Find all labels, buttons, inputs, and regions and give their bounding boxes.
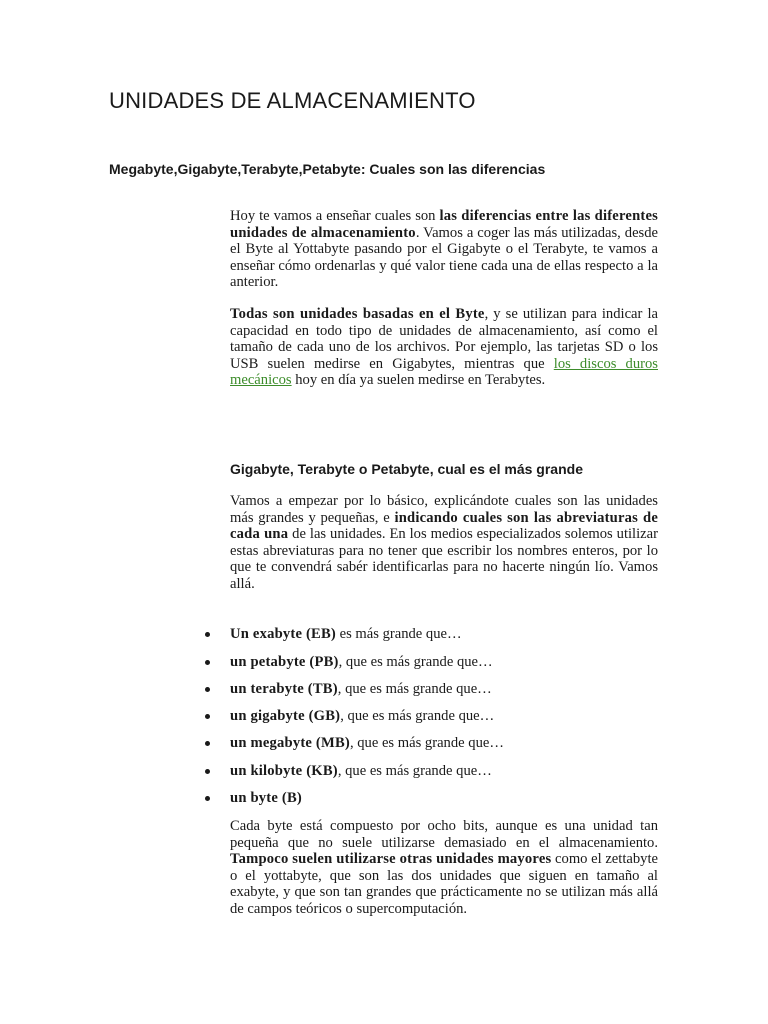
section-p3-bold: indicando cuales son las abreviaturas de cada una (230, 509, 658, 543)
list-item-bold: un kilobyte (KB) (230, 763, 338, 779)
section-paragraph-2 (230, 818, 658, 918)
page-title: UNIDADES DE ALMACENAMIENTO (109, 88, 476, 113)
list-item-rest: , que es más grande que… (337, 763, 492, 779)
bullet-dot-icon (205, 687, 210, 692)
intro-paragraph-2 (230, 306, 658, 389)
bullet-dot-icon (205, 769, 210, 774)
list-item-bold: un byte (B) (230, 790, 302, 806)
list-item-bold: un gigabyte (GB) (230, 708, 341, 724)
bullet-dot-icon (205, 741, 210, 746)
list-item-rest: , que es más grande que… (337, 681, 492, 697)
section-p4-text-b: como el zettabyte o el yottabyte, que son las dos unidades que siguen en tamaño al exabyte, y que son tan grandes que prácticamente no se utilizan más allá de campos teóricos o supercomputación. (230, 851, 658, 917)
list-item-rest: es más grande que… (335, 626, 462, 642)
intro-paragraph-1 (230, 208, 658, 291)
section-heading: Gigabyte, Terabyte o Petabyte, cual es el más grande (230, 461, 583, 477)
section-p3-text-b: de las unidades. En los medios especializados solemos utilizar estas abreviaturas para no tener que escribir los nombres enteros, por lo que te convendrá sabér identificarlas para no hacerte ningún lío. Vamos allá. (230, 526, 658, 592)
list-item-bold: un petabyte (PB) (230, 654, 339, 670)
intro-p2-text-a: , y se utilizan para indicar la capacidad en todo tipo de unidades de almacenamiento, así como el tamaño de cada uno de los archivos. Por ejemplo, las tarjetas SD o los USB suelen medirse en Gigabytes, mientras que (230, 306, 658, 372)
intro-p1-text-a: Hoy te vamos a enseñar cuales son (230, 208, 440, 224)
list-item-bold: Un exabyte (EB) (230, 626, 336, 642)
bullet-dot-icon (205, 796, 210, 801)
intro-p1-text-b: . Vamos a coger las más utilizadas, desde el Byte al Yottabyte pasando por el Gigabyte o el Terabyte, te vamos a enseñar cómo ordenarlas y qué valor tiene cada una de ellas respecto a la anterior. (230, 224, 658, 291)
hard-drives-link[interactable]: los discos duros mecánicos (230, 355, 658, 389)
bullet-dot-icon (205, 632, 210, 637)
section-p4-bold: Tampoco suelen utilizarse otras unidades mayores (230, 851, 552, 868)
page-subtitle: Megabyte,Gigabyte,Terabyte,Petabyte: Cuales son las diferencias (109, 161, 546, 177)
section-p3-text-a: Vamos a empezar por lo básico, explicándote cuales son las unidades más grandes y pequeñas, e (230, 493, 658, 526)
list-item-bold: un megabyte (MB) (230, 735, 350, 751)
bullet-dot-icon (205, 714, 210, 719)
list-item-rest: , que es más grande que… (338, 654, 493, 670)
intro-p2-text-b: hoy en día ya suelen medirse en Terabytes. (291, 372, 546, 389)
intro-p1-bold: las diferencias entre las diferentes unidades de almacenamiento (230, 208, 659, 241)
intro-p2-bold: Todas son unidades basadas en el Byte (230, 306, 485, 322)
list-item-bold: un terabyte (TB) (230, 681, 338, 697)
list-item-rest: , que es más grande que… (349, 735, 504, 751)
bullet-dot-icon (205, 660, 210, 665)
section-p4-text-a: Cada byte está compuesto por ocho bits, aunque es una unidad tan pequeña que no suele utilizarse demasiado en el almacenamiento. (230, 818, 658, 851)
list-item-rest: , que es más grande que… (340, 708, 495, 724)
section-paragraph-1 (230, 493, 658, 593)
